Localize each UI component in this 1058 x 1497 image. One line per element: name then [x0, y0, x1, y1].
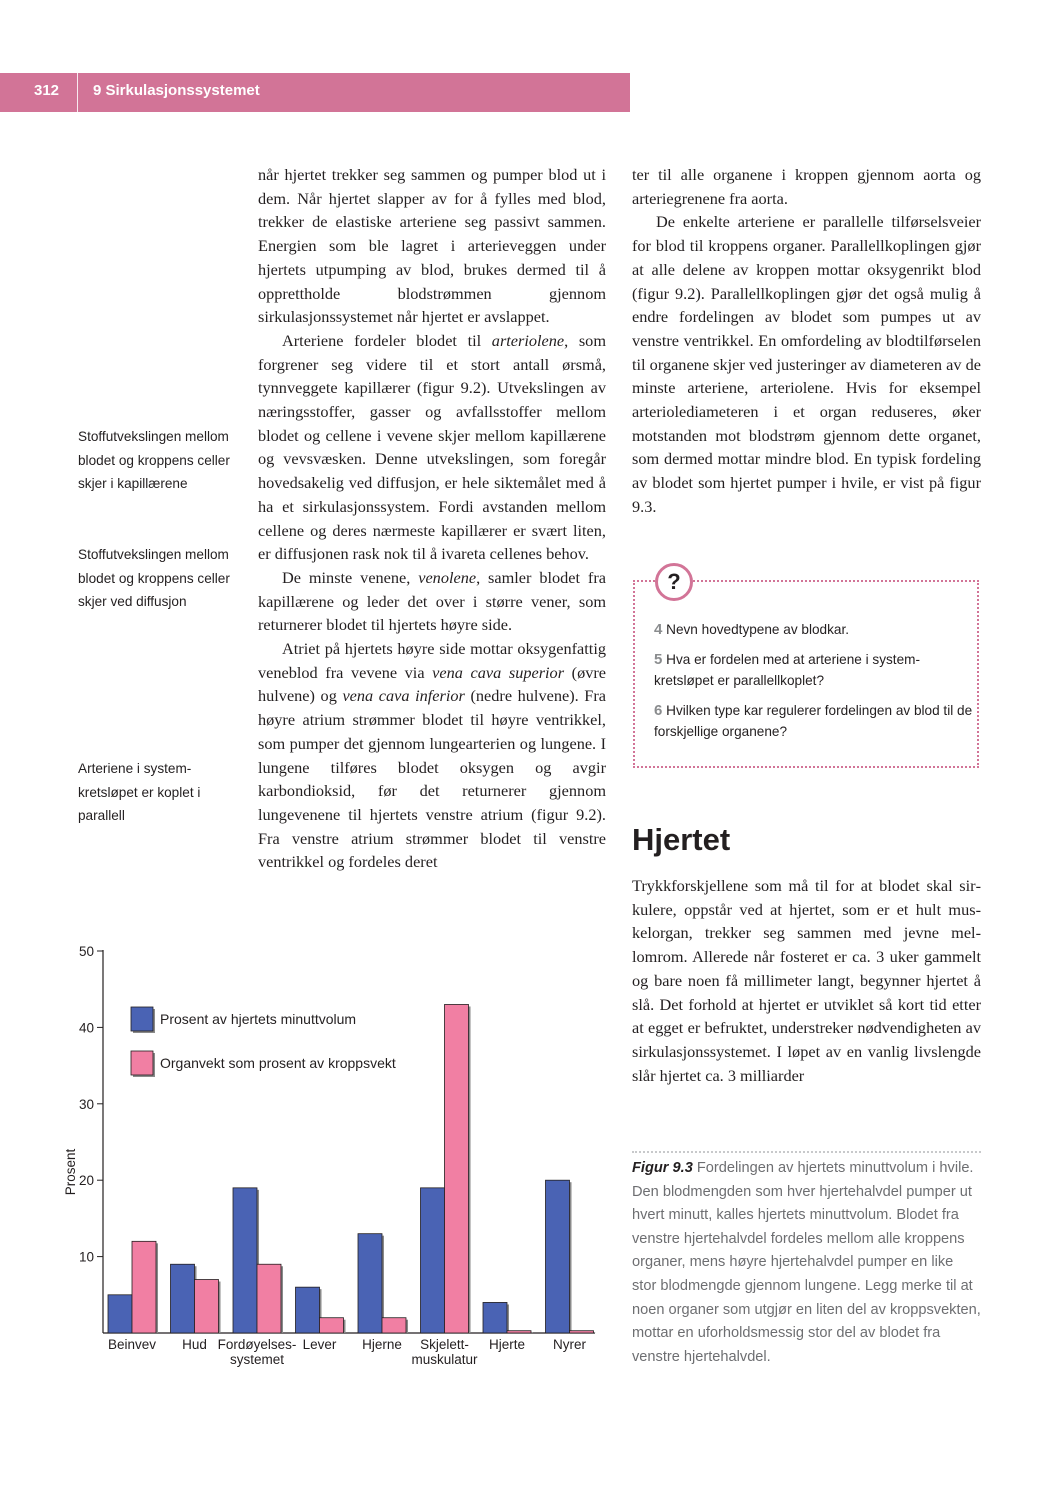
x-tick-label: Fordøyelses-	[217, 1337, 297, 1352]
y-axis-label: Prosent	[63, 1148, 78, 1196]
y-tick-label: 20	[78, 1173, 94, 1189]
x-tick-label: muskulatur	[411, 1352, 478, 1367]
paragraph: Arteriene fordeler blodet til arteriolene, som forgrener seg videre til et stort antall ørsmå, tynnveggete kapillærer (figur 9.2). Utvekslingen av næringsstoffer, gasser og avfallsstoffer mellom blodet og cellene i vevene skjer mellom kapillærene og vevsvæsken. Denne utvekslingen, som foregår hovedsakelig ved diffusjon, er hele siktemålet med å ha et sirkulasjonssystem. Fordi avstanden mellom cellene og deres nærmeste kapillærer er svært liten, er diffusjonen rask nok til å ivareta cellenes behov.	[258, 330, 606, 564]
bar-organ-weight	[132, 1241, 156, 1333]
question-number: 5	[654, 651, 663, 668]
paragraph: Atriet på hjertets høyre side mottar oksygenfattig veneblod fra vevene via vena cava superior (øvre hulvene) og vena cava inferior (nedre hulvene). Fra høyre atrium strømmer blodet til høyre ventrikkel, som pumper det gjennom lungearterien og lungene. I lungene tilføres blodet oksygen og avgir karbondioksid, før det returnerer gjennom lungevenene til hjertets venstre atrium (figur 9.2). Fra venstre atrium strømmer blodet til venstre ventrikkel og fordeles deret	[258, 639, 607, 872]
x-tick-label: Hjerne	[362, 1337, 402, 1352]
bar-organ-weight	[445, 1004, 469, 1333]
page-number: 312	[34, 82, 60, 99]
x-tick-label: systemet	[229, 1352, 285, 1367]
bar-cardiac-output	[296, 1287, 320, 1333]
question-mark-icon: ?	[655, 563, 693, 601]
y-tick-label: 40	[78, 1020, 94, 1036]
bar-cardiac-output	[108, 1295, 132, 1333]
section-body-text	[632, 874, 981, 1087]
body-column-middle	[258, 163, 606, 874]
margin-note: Stoffutvekslingen mellom blodet og kroppens celler skjer i kapillærene	[78, 429, 230, 492]
margin-note: Arteriene i systemkretsløpet er koplet i parallell	[78, 761, 201, 824]
x-tick-label: Skjelett-	[420, 1337, 469, 1352]
x-tick-label: Nyrer	[553, 1337, 586, 1352]
legend-label: Prosent av hjertets minuttvolum	[160, 1011, 357, 1027]
bar-organ-weight	[570, 1331, 594, 1333]
figure-caption-text: Fordelingen av hjertets minuttvolum i hvile. Den blodmengden som hver hjertehalvdel pumper ut hvert minutt, kalles hjertets minuttvolum. Blodet fra venstre hjertehalvdel fordeles mellom alle kroppens organer, mens høyre hjertehalvdel pumper en like stor blodmengde gjennom lungene. Legg merke til at noen organer som utgjør en liten del av kroppsvekten, mottar en uforholdsmessig stor del av blodet fra venstre hjertehalvdel.	[632, 1160, 981, 1365]
bar-organ-weight	[382, 1318, 406, 1333]
paragraph: Trykkforskjellene som må til for at blodet skal sirkulere, oppstår ved at hjertet, som er et hult muskelorgan, trekker seg sammen med jevne mellomrom. Allerede når fosteret er ca. 3 uker gammelt og bare noen få millimeter langt, begynner hjertet å slå. Det forhold at hjertet er utviklet så kort tid etter at egget er befruktet, understreker nødvendigheten av sirkulasjonssystemet. I løpet av en vanlig livslengde slår hjertet ca. 3 milliarder	[632, 876, 981, 1085]
bar-cardiac-output	[546, 1180, 570, 1333]
question-item	[654, 620, 974, 641]
paragraph: De minste venene, venolene, samler blodet fra kapillærene og leder det over i større vener, som returnerer blodet til hjertets høyre side.	[258, 567, 606, 635]
x-tick-label: Hud	[182, 1337, 207, 1352]
x-tick-label: Hjerte	[488, 1337, 526, 1352]
bar-organ-weight	[195, 1280, 219, 1333]
question-number: 4	[654, 621, 663, 638]
y-tick-label: 30	[78, 1096, 94, 1112]
questions-box	[633, 569, 979, 768]
question-text: Hvilken type kar regulerer fordelingen av blod til de forskjellige organene?	[654, 703, 973, 739]
caption-divider	[632, 1151, 981, 1153]
bar-cardiac-output	[233, 1188, 257, 1333]
legend-swatch	[131, 1007, 153, 1031]
section-heading: Hjertet	[632, 822, 731, 857]
question-item	[654, 650, 974, 691]
margin-note: Stoffutvekslingen mellom blodet og kroppens celler skjer ved diffusjon	[78, 547, 230, 610]
x-tick-label: Lever	[302, 1337, 337, 1352]
paragraph: ter til alle organene i kroppen gjennom aorta og arteriegrenene fra aorta.	[632, 165, 981, 208]
y-tick-label: 10	[78, 1249, 94, 1265]
x-tick-label: Beinvev	[107, 1337, 157, 1352]
question-item	[654, 701, 974, 742]
bar-cardiac-output	[358, 1234, 382, 1333]
question-text: Nevn hovedtypene av blodkar.	[666, 622, 850, 637]
question-number: 6	[654, 702, 663, 719]
header-divider	[77, 73, 78, 112]
chapter-header-band	[0, 73, 630, 112]
bar-organ-weight	[320, 1318, 344, 1333]
bar-cardiac-output	[421, 1188, 445, 1333]
question-text: Hva er fordelen med at arteriene i systemkretsløpet er parallellkoplet?	[654, 652, 920, 688]
paragraph: når hjertet trekker seg sammen og pumper blod ut i dem. Når hjertet slapper av for å fylles med blod, trekker de elastiske arteriene seg passivt sammen. Energien som ble lagret i arterieveggen under hjertets utpumping av blod, brukes dermed til å opprettholde blodstrømmen gjennom sirkulasjonssystemet når hjertet er avslappet.	[258, 165, 606, 327]
bar-chart	[0, 930, 610, 1380]
figure-label: Figur 9.3	[632, 1160, 693, 1176]
legend-label: Organvekt som prosent av kroppsvekt	[160, 1055, 396, 1071]
bar-organ-weight	[257, 1264, 281, 1333]
legend-swatch	[131, 1051, 153, 1075]
chapter-title: 9 Sirkulasjonssystemet	[93, 82, 260, 99]
figure-caption	[632, 1157, 981, 1369]
bar-cardiac-output	[483, 1302, 507, 1333]
paragraph: De enkelte arteriene er parallelle tilførselsveier for blod til kroppens organer. Parallellkoplingen gjør at alle delene av kroppen mottar oksygenrikt blod (figur 9.2). Parallellkoplingen gjør det også mulig å endre fordelingen av blodet som pumpes ut av venstre ventrikkel. En omfordeling av blodtilførselen til organene skjer ved justeringer av diameteren av de minste arteriene, arteriolene. Hvis for eksempel arteriolediameteren i et organ reduseres, øker motstanden mot blodstrøm gjennom dette organet, som dermed mottar mindre blod. En typisk fordeling av blodet som hjertet pumper i hvile, er vist på figur 9.3.	[632, 212, 981, 516]
y-tick-label: 50	[78, 944, 94, 959]
bar-organ-weight	[507, 1331, 531, 1333]
bar-cardiac-output	[171, 1264, 195, 1333]
body-column-right	[632, 163, 981, 519]
